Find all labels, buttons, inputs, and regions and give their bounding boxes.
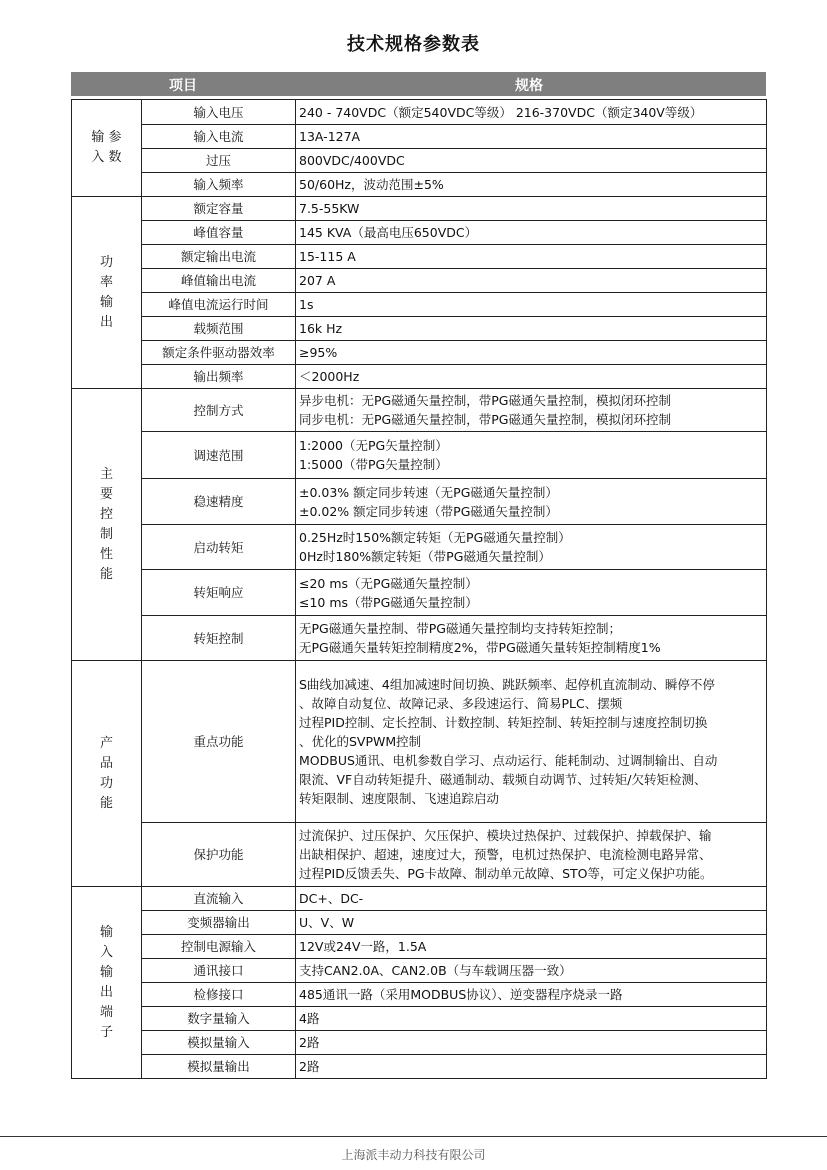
group-label-cell <box>72 661 142 887</box>
param-spec: 15-115 A <box>296 245 767 269</box>
table-row <box>72 935 767 959</box>
table-row <box>72 911 767 935</box>
param-name: 数字量输入 <box>142 1007 296 1031</box>
table-row <box>72 389 767 432</box>
param-name: 输入电流 <box>142 125 296 149</box>
param-name: 启动转矩 <box>142 525 296 570</box>
param-name: 调速范围 <box>142 432 296 479</box>
table-row <box>72 317 767 341</box>
table-row <box>72 221 767 245</box>
group-label: 输 入 输 出 端 子 <box>99 924 113 1040</box>
param-name: 额定容量 <box>142 197 296 221</box>
param-name: 过压 <box>142 149 296 173</box>
page-title: 技术规格参数表 <box>347 34 480 55</box>
param-spec: 240 - 740VDC（额定540VDC等级） 216-370VDC（额定340V等级） <box>296 100 767 125</box>
group-label-cell <box>72 100 142 197</box>
table-row <box>72 197 767 221</box>
group-label: 功 率 输 出 <box>99 254 113 330</box>
param-name: 稳速精度 <box>142 479 296 525</box>
param-name: 额定输出电流 <box>142 245 296 269</box>
param-name: 载频范围 <box>142 317 296 341</box>
param-spec: 207 A <box>296 269 767 293</box>
group-label-cell <box>72 389 142 661</box>
param-name: 控制方式 <box>142 389 296 432</box>
group-label-cell <box>72 887 142 1079</box>
param-name: 直流输入 <box>142 887 296 911</box>
footer-company: 上海派丰动力科技有限公司 <box>341 1148 486 1162</box>
param-spec: 0.25Hz时150%额定转矩（无PG磁通矢量控制） 0Hz时180%额定转矩（带PG磁通矢量控制） <box>296 525 767 570</box>
param-name: 输出频率 <box>142 365 296 389</box>
param-spec: 145 KVA（最高电压650VDC） <box>296 221 767 245</box>
param-name: 输入电压 <box>142 100 296 125</box>
group-label: 产 品 功 能 <box>99 735 113 811</box>
table-row <box>72 661 767 823</box>
table-row <box>72 525 767 570</box>
header-spec: 规格 <box>515 78 543 94</box>
param-name: 转矩控制 <box>142 616 296 661</box>
param-name: 额定条件驱动器效率 <box>142 341 296 365</box>
param-spec: 4路 <box>296 1007 767 1031</box>
table-row <box>72 100 767 125</box>
param-name: 转矩响应 <box>142 570 296 616</box>
table-row <box>72 125 767 149</box>
table-row <box>72 1031 767 1055</box>
table-row <box>72 887 767 911</box>
param-spec: 支持CAN2.0A、CAN2.0B（与车载调压器一致） <box>296 959 767 983</box>
table-row <box>72 432 767 479</box>
param-spec: 2路 <box>296 1055 767 1079</box>
param-name: 峰值容量 <box>142 221 296 245</box>
param-name: 峰值输出电流 <box>142 269 296 293</box>
group-label: 输 参 入 数 <box>91 130 122 165</box>
param-spec: 1s <box>296 293 767 317</box>
param-spec: U、V、W <box>296 911 767 935</box>
param-name: 变频器输出 <box>142 911 296 935</box>
param-spec: 800VDC/400VDC <box>296 149 767 173</box>
param-spec: 13A-127A <box>296 125 767 149</box>
group-label: 主 要 控 制 性 能 <box>99 466 113 582</box>
param-spec: 无PG磁通矢量控制、带PG磁通矢量控制均支持转矩控制； 无PG磁通矢量转矩控制精度2%，带PG磁通矢量转矩控制精度1% <box>296 616 767 661</box>
param-spec: ＜2000Hz <box>296 365 767 389</box>
table-row <box>72 245 767 269</box>
param-name: 重点功能 <box>142 661 296 823</box>
param-spec: 1:2000（无PG矢量控制） 1:5000（带PG矢量控制） <box>296 432 767 479</box>
param-spec: 485通讯一路（采用MODBUS协议）、逆变器程序烧录一路 <box>296 983 767 1007</box>
param-name: 检修接口 <box>142 983 296 1007</box>
param-spec: DC+、DC- <box>296 887 767 911</box>
param-name: 模拟量输出 <box>142 1055 296 1079</box>
table-row <box>72 823 767 887</box>
param-spec: 2路 <box>296 1031 767 1055</box>
table-row <box>72 293 767 317</box>
param-spec: 7.5-55KW <box>296 197 767 221</box>
param-spec: 50/60Hz，波动范围±5% <box>296 173 767 197</box>
param-spec: ≤20 ms（无PG磁通矢量控制） ≤10 ms（带PG磁通矢量控制） <box>296 570 767 616</box>
table-row <box>72 341 767 365</box>
table-row <box>72 570 767 616</box>
param-spec: 16k Hz <box>296 317 767 341</box>
param-spec: 12V或24V一路，1.5A <box>296 935 767 959</box>
param-spec: 异步电机：无PG磁通矢量控制，带PG磁通矢量控制，模拟闭环控制 同步电机：无PG磁通矢量控制，带PG磁通矢量控制，模拟闭环控制 <box>296 389 767 432</box>
param-name: 输入频率 <box>142 173 296 197</box>
table-row <box>72 1007 767 1031</box>
table-row <box>72 269 767 293</box>
param-spec: ±0.03% 额定同步转速（无PG磁通矢量控制） ±0.02% 额定同步转速（带PG磁通矢量控制） <box>296 479 767 525</box>
param-spec: S曲线加减速、4组加减速时间切换、跳跃频率、起停机直流制动、瞬停不停 、故障自动复位、故障记录、多段速运行、简易PLC、摆频 过程PID控制、定长控制、计数控制、转矩控制、转矩控制与速度控制切换 、优化的SVPWM控制 MODBUS通讯、电机参数自学习、点动运行、能耗制动、过调制输出、自动 限流、VF自动转矩提升、磁通制动、载频自动调节、过转矩/欠转矩检测、 转矩限制、速度限制、飞速追踪启动 <box>296 661 767 823</box>
param-name: 峰值电流运行时间 <box>142 293 296 317</box>
table-header <box>71 72 766 96</box>
header-item: 项目 <box>169 78 197 94</box>
table-row <box>72 365 767 389</box>
table-row <box>72 479 767 525</box>
param-name: 保护功能 <box>142 823 296 887</box>
param-spec: ≥95% <box>296 341 767 365</box>
param-name: 控制电源输入 <box>142 935 296 959</box>
table-row <box>72 959 767 983</box>
table-row <box>72 983 767 1007</box>
table-row <box>72 616 767 661</box>
table-row <box>72 1055 767 1079</box>
group-label-cell <box>72 197 142 389</box>
table-row <box>72 149 767 173</box>
param-name: 通讯接口 <box>142 959 296 983</box>
param-name: 模拟量输入 <box>142 1031 296 1055</box>
param-spec: 过流保护、过压保护、欠压保护、模块过热保护、过载保护、掉载保护、输 出缺相保护、超速，速度过大，预警，电机过热保护、电流检测电路异常、 过程PID反馈丢失、PG卡故障、制动单元故障、STO等，可定义保护功能。 <box>296 823 767 887</box>
table-row <box>72 173 767 197</box>
spec-table <box>71 99 767 1079</box>
footer-divider <box>0 1136 827 1137</box>
